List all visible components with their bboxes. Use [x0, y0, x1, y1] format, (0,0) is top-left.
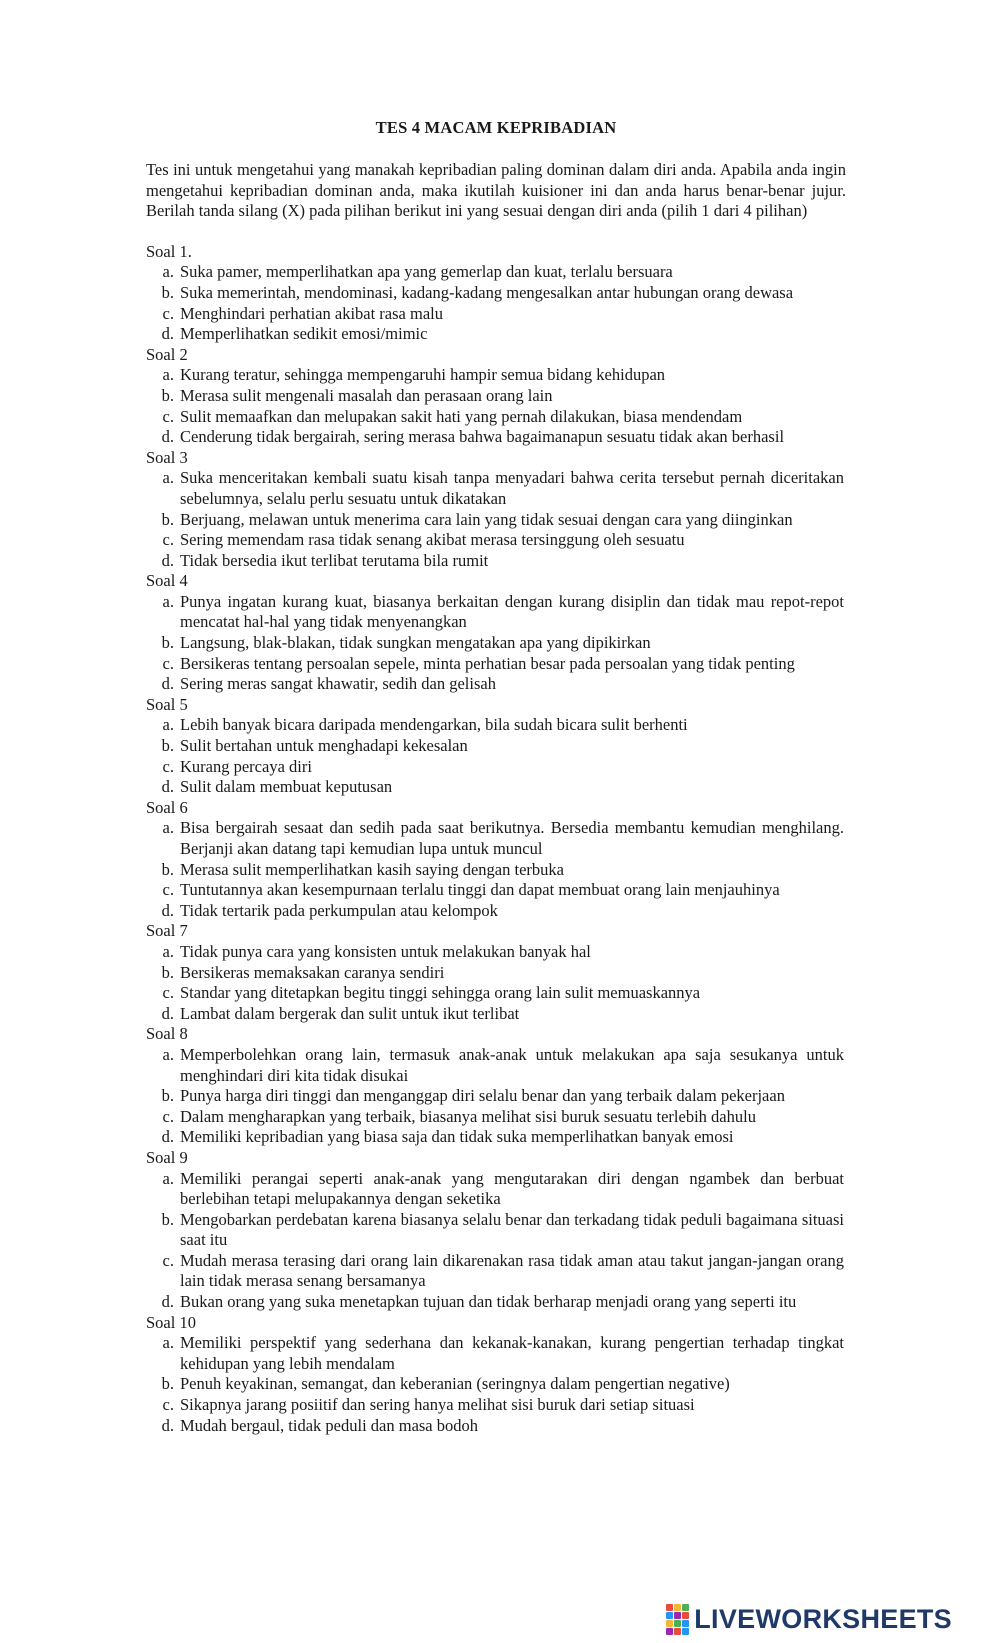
- option-text: Kurang teratur, sehingga mempengaruhi hampir semua bidang kehidupan: [180, 365, 666, 385]
- question-block: [146, 1148, 846, 1313]
- option-item: [146, 427, 846, 448]
- option-item: [146, 386, 846, 407]
- option-text: Memiliki perspektif yang sederhana dan kekanak-kanakan, kurang pengertian terhadap tingkat kehidupan yang lebih mendalam: [180, 1333, 844, 1373]
- logo-tile: [666, 1628, 673, 1635]
- option-list: [146, 715, 846, 797]
- option-item: [146, 983, 846, 1004]
- question-list: [146, 242, 846, 1436]
- option-list: [146, 818, 846, 921]
- option-text: Tidak punya cara yang konsisten untuk melakukan banyak hal: [180, 941, 591, 961]
- option-letter: b.: [161, 509, 174, 529]
- question-block: [146, 448, 846, 572]
- option-item: [146, 1045, 846, 1086]
- logo-tile: [666, 1604, 673, 1611]
- option-letter: d.: [161, 1127, 174, 1147]
- option-letter: a.: [162, 1168, 174, 1188]
- option-letter: c.: [162, 406, 174, 426]
- question-block: [146, 1313, 846, 1437]
- option-item: [146, 1004, 846, 1025]
- option-item: [146, 901, 846, 922]
- option-item: [146, 818, 846, 859]
- option-text: Kurang percaya diri: [180, 756, 312, 776]
- option-item: [146, 633, 846, 654]
- option-text: Memiliki kepribadian yang biasa saja dan tidak suka memperlihatkan banyak emosi: [180, 1127, 734, 1147]
- option-item: [146, 1292, 846, 1313]
- option-item: [146, 757, 846, 778]
- option-letter: b.: [161, 633, 174, 653]
- option-item: [146, 283, 846, 304]
- option-text: Tidak bersedia ikut terlibat terutama bila rumit: [180, 550, 489, 570]
- option-text: Lambat dalam bergerak dan sulit untuk ikut terlibat: [180, 1003, 520, 1023]
- option-item: [146, 551, 846, 572]
- option-item: [146, 1374, 846, 1395]
- option-item: [146, 963, 846, 984]
- option-letter: d.: [161, 900, 174, 920]
- logo-tile: [674, 1604, 681, 1611]
- option-item: [146, 1416, 846, 1437]
- option-letter: c.: [162, 303, 174, 323]
- option-item: [146, 530, 846, 551]
- option-text: Memiliki perangai seperti anak-anak yang mengutarakan diri dengan ngambek dan berbuat berlebihan tetapi melupakannya dengan seketika: [180, 1168, 844, 1209]
- option-list: [146, 365, 846, 447]
- option-letter: a.: [162, 591, 174, 611]
- option-text: Punya ingatan kurang kuat, biasanya berkaitan dengan kurang disiplin dan tidak mau repot-repot mencatat hal-hal yang tidak menyenangkan: [180, 591, 844, 632]
- option-item: [146, 365, 846, 386]
- option-letter: d.: [161, 674, 174, 694]
- option-text: Bisa bergairah sesaat dan sedih pada saat berikutnya. Bersedia membantu kemudian menghilang. Berjanji akan datang tapi kemudian lupa untuk muncul: [180, 818, 844, 858]
- question-label: Soal 7: [146, 921, 188, 941]
- question-block: [146, 798, 846, 922]
- option-item: [146, 324, 846, 345]
- question-block: [146, 695, 846, 798]
- option-list: [146, 1045, 846, 1148]
- option-item: [146, 654, 846, 675]
- question-label: Soal 2: [146, 344, 188, 364]
- option-text: Sulit memaafkan dan melupakan sakit hati yang pernah dilakukan, biasa mendendam: [180, 406, 743, 426]
- option-item: [146, 407, 846, 428]
- option-list: [146, 942, 846, 1024]
- option-item: [146, 1395, 846, 1416]
- option-text: Sulit dalam membuat keputusan: [180, 777, 393, 797]
- option-letter: d.: [161, 324, 174, 344]
- worksheet-page: [146, 118, 846, 1436]
- option-text: Standar yang ditetapkan begitu tinggi sehingga orang lain sulit memuaskannya: [180, 983, 701, 1003]
- option-text: Dalam mengharapkan yang terbaik, biasanya melihat sisi buruk sesuatu terlebih dahulu: [180, 1106, 756, 1126]
- option-letter: b.: [161, 385, 174, 405]
- option-list: [146, 1169, 846, 1313]
- question-block: [146, 571, 846, 695]
- option-list: [146, 1333, 846, 1436]
- option-list: [146, 592, 846, 695]
- option-letter: a.: [162, 818, 174, 838]
- option-letter: c.: [162, 880, 174, 900]
- option-item: [146, 592, 846, 633]
- option-text: Suka memerintah, mendominasi, kadang-kadang mengesalkan antar hubungan orang dewasa: [180, 282, 794, 302]
- logo-tile: [682, 1612, 689, 1619]
- option-item: [146, 1251, 846, 1292]
- option-letter: b.: [161, 962, 174, 982]
- option-text: Bukan orang yang suka menetapkan tujuan dan tidak berharap menjadi orang yang seperti itu: [180, 1292, 797, 1312]
- option-letter: a.: [162, 941, 174, 961]
- option-text: Mengobarkan perdebatan karena biasanya selalu benar dan terkadang tidak peduli bagaimana situasi saat itu: [180, 1209, 844, 1250]
- option-text: Merasa sulit memperlihatkan kasih saying dengan terbuka: [180, 859, 564, 879]
- question-label: Soal 6: [146, 797, 188, 817]
- option-list: [146, 468, 846, 571]
- option-text: Bersikeras memaksakan caranya sendiri: [180, 962, 445, 982]
- option-item: [146, 942, 846, 963]
- option-item: [146, 880, 846, 901]
- option-text: Suka pamer, memperlihatkan apa yang gemerlap dan kuat, terlalu bersuara: [180, 262, 673, 282]
- question-block: [146, 345, 846, 448]
- logo-tile: [674, 1612, 681, 1619]
- option-letter: d.: [161, 550, 174, 570]
- option-letter: d.: [161, 1003, 174, 1023]
- brand-name: LIVEWORKSHEETS: [694, 1604, 952, 1634]
- option-text: Penuh keyakinan, semangat, dan keberanian (seringnya dalam pengertian negative): [180, 1374, 730, 1394]
- option-letter: a.: [162, 1044, 174, 1064]
- question-block: [146, 921, 846, 1024]
- option-item: [146, 715, 846, 736]
- option-item: [146, 1127, 846, 1148]
- question-block: [146, 242, 846, 345]
- option-text: Sering meras sangat khawatir, sedih dan gelisah: [180, 674, 496, 694]
- option-text: Tidak tertarik pada perkumpulan atau kelompok: [180, 900, 498, 920]
- question-block: [146, 1024, 846, 1148]
- question-label: Soal 5: [146, 694, 188, 714]
- option-letter: c.: [162, 1106, 174, 1126]
- logo-tile: [682, 1628, 689, 1635]
- liveworksheets-brand: [666, 1604, 952, 1635]
- option-text: Sering memendam rasa tidak senang akibat merasa tersinggung oleh sesuatu: [180, 530, 685, 550]
- option-letter: a.: [162, 1333, 174, 1353]
- option-letter: b.: [161, 1209, 174, 1229]
- option-text: Tuntutannya akan kesempurnaan terlalu tinggi dan dapat membuat orang lain menjauhinya: [180, 880, 780, 900]
- intro-paragraph: Tes ini untuk mengetahui yang manakah kepribadian paling dominan dalam diri anda. Apabila anda ingin mengetahui kepribadian dominan anda, maka ikutilah kuisioner ini dan anda harus benar-benar jujur. Berilah tanda silang (X) pada pilihan berikut ini yang sesuai dengan diri anda (pilih 1 dari 4 pilihan): [146, 160, 846, 221]
- option-text: Berjuang, melawan untuk menerima cara lain yang tidak sesuai dengan cara yang diinginkan: [180, 509, 793, 529]
- option-text: Langsung, blak-blakan, tidak sungkan mengatakan apa yang dipikirkan: [180, 633, 651, 653]
- logo-tile: [682, 1620, 689, 1627]
- option-text: Punya harga diri tinggi dan menganggap diri selalu benar dan yang terbaik dalam pekerjaan: [180, 1086, 785, 1106]
- option-text: Memperbolehkan orang lain, termasuk anak-anak untuk melakukan apa saja sesukanya untuk menghindari diri kita tidak disukai: [180, 1044, 844, 1085]
- logo-tile: [674, 1620, 681, 1627]
- option-letter: a.: [162, 262, 174, 282]
- document-title: TES 4 MACAM KEPRIBADIAN: [375, 118, 617, 137]
- question-label: Soal 8: [146, 1024, 188, 1044]
- question-label: Soal 9: [146, 1147, 188, 1167]
- option-item: [146, 736, 846, 757]
- option-text: Cenderung tidak bergairah, sering merasa bahwa bagaimanapun sesuatu tidak akan berhasil: [180, 427, 785, 447]
- option-item: [146, 1086, 846, 1107]
- question-label: Soal 1.: [146, 241, 192, 261]
- option-text: Bersikeras tentang persoalan sepele, minta perhatian besar pada persoalan yang tidak penting: [180, 653, 795, 673]
- option-letter: d.: [161, 427, 174, 447]
- option-item: [146, 1107, 846, 1128]
- option-text: Sikapnya jarang posiitif dan sering hanya melihat sisi buruk dari setiap situasi: [180, 1395, 695, 1415]
- question-label: Soal 4: [146, 571, 188, 591]
- option-letter: c.: [162, 756, 174, 776]
- option-item: [146, 510, 846, 531]
- option-text: Menghindari perhatian akibat rasa malu: [180, 303, 443, 323]
- option-text: Mudah bergaul, tidak peduli dan masa bodoh: [180, 1415, 479, 1435]
- option-item: [146, 468, 846, 509]
- option-letter: a.: [162, 365, 174, 385]
- option-letter: b.: [161, 859, 174, 879]
- option-text: Lebih banyak bicara daripada mendengarkan, bila sudah bicara sulit berhenti: [180, 715, 688, 735]
- option-item: [146, 1210, 846, 1251]
- option-letter: c.: [162, 1395, 174, 1415]
- option-item: [146, 674, 846, 695]
- option-text: Merasa sulit mengenali masalah dan perasaan orang lain: [180, 385, 553, 405]
- logo-tile: [682, 1604, 689, 1611]
- option-letter: c.: [162, 653, 174, 673]
- option-letter: d.: [161, 777, 174, 797]
- option-item: [146, 262, 846, 283]
- option-text: Memperlihatkan sedikit emosi/mimic: [180, 324, 428, 344]
- option-letter: a.: [162, 715, 174, 735]
- option-text: Suka menceritakan kembali suatu kisah tanpa menyadari bahwa cerita tersebut pernah diceritakan sebelumnya, selalu perlu sesuatu untuk dikatakan: [180, 468, 844, 508]
- question-label: Soal 3: [146, 447, 188, 467]
- option-letter: b.: [161, 736, 174, 756]
- question-label: Soal 10: [146, 1312, 196, 1332]
- option-item: [146, 1333, 846, 1374]
- option-letter: b.: [161, 1086, 174, 1106]
- option-letter: c.: [162, 530, 174, 550]
- option-letter: d.: [161, 1415, 174, 1435]
- logo-tile: [666, 1612, 673, 1619]
- logo-tile: [666, 1620, 673, 1627]
- option-item: [146, 777, 846, 798]
- option-list: [146, 262, 846, 344]
- option-letter: c.: [162, 983, 174, 1003]
- option-letter: b.: [161, 1374, 174, 1394]
- logo-tile: [674, 1628, 681, 1635]
- option-letter: d.: [161, 1292, 174, 1312]
- option-item: [146, 304, 846, 325]
- liveworksheets-logo-icon: [666, 1604, 689, 1635]
- option-text: Sulit bertahan untuk menghadapi kekesalan: [180, 736, 468, 756]
- option-letter: a.: [162, 468, 174, 488]
- option-letter: c.: [162, 1250, 174, 1270]
- option-letter: b.: [161, 282, 174, 302]
- option-text: Mudah merasa terasing dari orang lain dikarenakan rasa tidak aman atau takut jangan-jangan orang lain tidak merasa senang bersamanya: [180, 1250, 844, 1291]
- option-item: [146, 860, 846, 881]
- option-item: [146, 1169, 846, 1210]
